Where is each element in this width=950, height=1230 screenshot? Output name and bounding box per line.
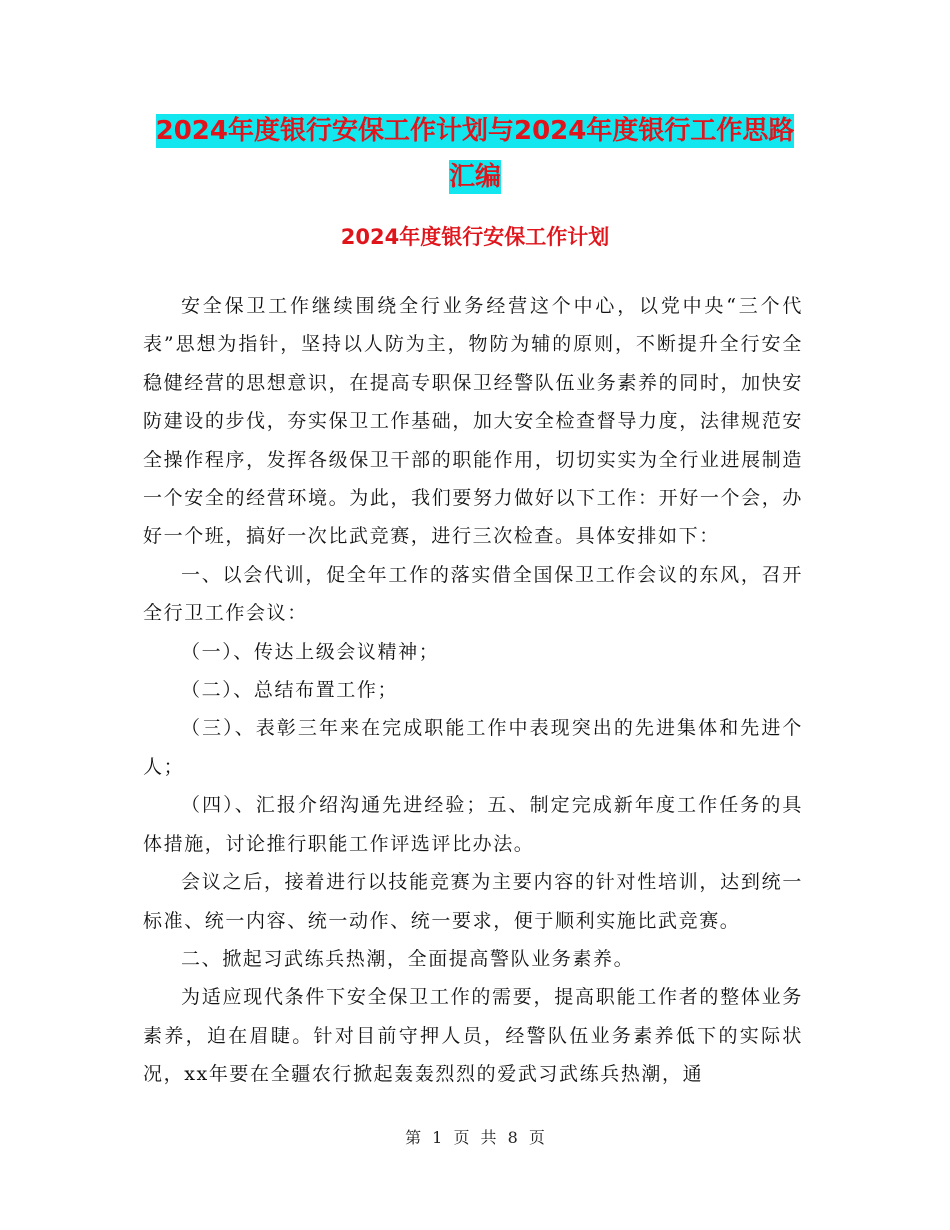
document-title: [0, 108, 950, 200]
document-body: [143, 287, 803, 1094]
paragraph: 安全保卫工作继续围绕全行业务经营这个中心，以党中央“三个代表”思想为指针，坚持以人防为主，物防为辅的原则，不断提升全行安全稳健经营的思想意识，在提高专职保卫经警队伍业务素养的同时，加快安防建设的步伐，夯实保卫工作基础，加大安全检查督导力度，法律规范安全操作程序，发挥各级保卫干部的职能作用，切切实实为全行业进展制造一个安全的经营环境。为此，我们要努力做好以下工作：开好一个会，办好一个班，搞好一次比武竞赛，进行三次检查。具体安排如下：: [143, 295, 803, 548]
document-title-line-1: 2024年度银行安保工作计划与2024年度银行工作思路: [155, 116, 795, 146]
paragraph: （二）、总结布置工作；: [181, 679, 399, 702]
section-heading: 2024年度银行安保工作计划: [340, 225, 610, 249]
paragraph: （四）、汇报介绍沟通先进经验；五、制定完成新年度工作任务的具体措施，讨论推行职能工作评选评比办法。: [143, 794, 803, 855]
paragraph: 二、掀起习武练兵热潮，全面提高警队业务素养。: [181, 947, 635, 970]
paragraph: （一）、传达上级会议精神；: [181, 640, 440, 663]
page-footer: 第 1 页 共 8 页: [405, 1128, 545, 1147]
paragraph: 一、以会代训，促全年工作的落实借全国保卫工作会议的东风，召开全行卫工作会议：: [143, 563, 803, 625]
paragraph: （三）、表彰三年来在完成职能工作中表现突出的先进集体和先进个人；: [143, 717, 803, 778]
paragraph: 会议之后，接着进行以技能竞赛为主要内容的针对性培训，达到统一标准、统一内容、统一动作、统一要求，便于顺利实施比武竞赛。: [143, 871, 803, 932]
document-title-line-2: 汇编: [448, 162, 501, 192]
paragraph: 为适应现代条件下安全保卫工作的需要，提高职能工作者的整体业务素养，迫在眉睫。针对目前守押人员，经警队伍业务素养低下的实际状况，xx年要在全疆农行掀起轰轰烈烈的爱武习武练兵热潮，通: [143, 986, 803, 1086]
